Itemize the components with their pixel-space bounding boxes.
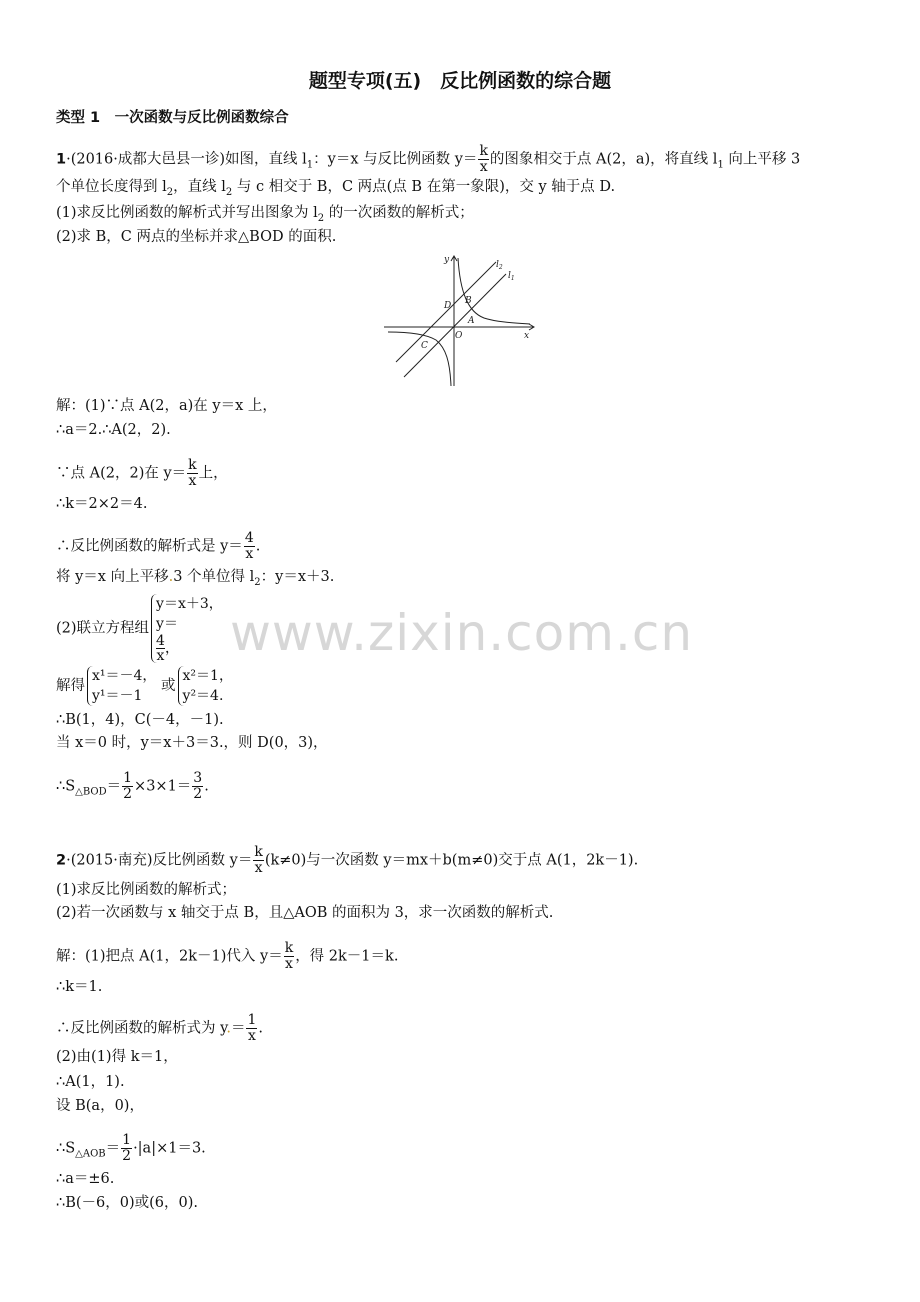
line-l1 [404,274,506,377]
solution-2-step-4: (2)由(1)得 k＝1， [56,1049,178,1065]
solution-1-step-3: ∵点 A(2，2)在 y＝ $\frac{k}{x}$ 上， [56,457,228,489]
function-graph-figure [384,252,540,388]
solution-2-step-3: ∴反比例函数的解析式为 y.＝ $\frac{1}{x}$ . [56,1012,264,1044]
hyperbola-branch-2 [388,332,451,386]
solution-1-step-8: 解得 x¹＝－4， y¹＝－1 或 x²＝1， y²＝4. [56,668,233,704]
solution-1-step-4: ∴k＝2×2＝4. [56,496,148,512]
problem-1-question-1: (1)求反比例函数的解析式并写出图象为 $l_2$ 的一次函数的解析式； [56,205,474,224]
problem-2-question-2: (2)若一次函数与 x 轴交于点 B，且△AOB 的面积为 3，求一次函数的解析式. [56,905,554,921]
page-title: 题型专项(五) 反比例函数的综合题 [308,70,612,92]
solution-1-step-11: $\therefore S_{\triangle BOD}=$ $\frac{1}{2}$ ×3×1＝ $\frac{3}{2}$ . [56,770,209,802]
label-A: A [468,316,475,326]
label-D: D [444,301,452,311]
problem-2-line-1: 2·(2015·南充)反比例函数 y＝ $\frac{k}{x}$ (k≠0)与一次函数 y＝mx＋b(m≠0)交于点 A(1，2k－1). [56,844,639,876]
label-l1: $l_1$ [508,271,515,282]
solution-2-step-7: $\therefore S_{\triangle AOB}=$ $\frac{1}{2}$ ·|a|×1＝3. [56,1132,206,1164]
solution-2-step-5: ∴A(1，1). [56,1074,125,1090]
label-B: B [465,296,472,306]
problem-1-question-2: (2)求 B，C 两点的坐标并求△BOD 的面积. [56,229,337,245]
label-O: O [455,331,463,341]
watermark: www.zixin.com.cn [230,604,694,662]
label-l2: $l_2$ [496,260,503,271]
solution-1-step-1: 解：(1)∵点 A(2，a)在 y＝x 上， [56,398,277,414]
solution-1-step-10: 当 x＝0 时，y＝x＋3＝3.，则 D(0，3)， [56,735,328,751]
label-x: x [524,331,530,341]
solution-2-step-1: 解：(1)把点 A(1，2k－1)代入 y＝ $\frac{k}{x}$ ，得 2k－1＝k. [56,940,399,972]
equation-system: y＝x＋3， y＝ $\frac{4}{x}$ ， [151,594,223,663]
solution-1-step-7: (2)联立方程组 y＝x＋3， y＝ $\frac{4}{x}$ ， [56,596,223,664]
solution-1-step-6: 将 y＝x 向上平移.3 个单位得 $l_2$：y＝x＋3. [56,569,335,588]
problem-number: 1 [56,151,67,168]
problem-2-question-1: (1)求反比例函数的解析式； [56,882,237,898]
solution-2-step-8: ∴a＝±6. [56,1171,115,1187]
label-C: C [421,341,428,351]
solution-pair-1: x¹＝－4， y¹＝－1 [87,666,156,706]
solution-2-step-2: ∴k＝1. [56,979,103,995]
fraction-k-over-x: $\frac{k}{x}$ [479,143,488,175]
problem-1-line-2: 个单位长度得到 $l_2$，直线 $l_2$ 与 c 相交于 B，C 两点(点 B 在第一象限)，交 y 轴于点 D. [56,179,616,198]
problem-1-line-1: 1·(2016·成都大邑县一诊)如图，直线 $l_1$：y＝x 与反比例函数 y＝ $\frac{k}{x}$ 的图象相交于点 A(2，a)，将直线 $l_1$ 向上平移 3 [56,143,801,175]
section-heading: 类型 1 一次函数与反比例函数综合 [56,110,289,126]
solution-1-step-5: ∴反比例函数的解析式是 y＝ $\frac{4}{x}$ . [56,530,261,562]
solution-1-step-2: ∴a＝2.∴A(2，2). [56,422,171,438]
label-y: y [444,255,450,265]
hyperbola-branch-1 [458,258,530,324]
solution-2-step-6: 设 B(a，0)， [56,1098,144,1114]
line-l2 [396,262,496,362]
problem-number: 2 [56,852,67,869]
solution-2-step-9: ∴B(－6，0)或(6，0). [56,1195,199,1211]
solution-1-step-9: ∴B(1，4)，C(－4，－1). [56,712,224,728]
solution-pair-2: x²＝1， y²＝4. [178,666,233,706]
